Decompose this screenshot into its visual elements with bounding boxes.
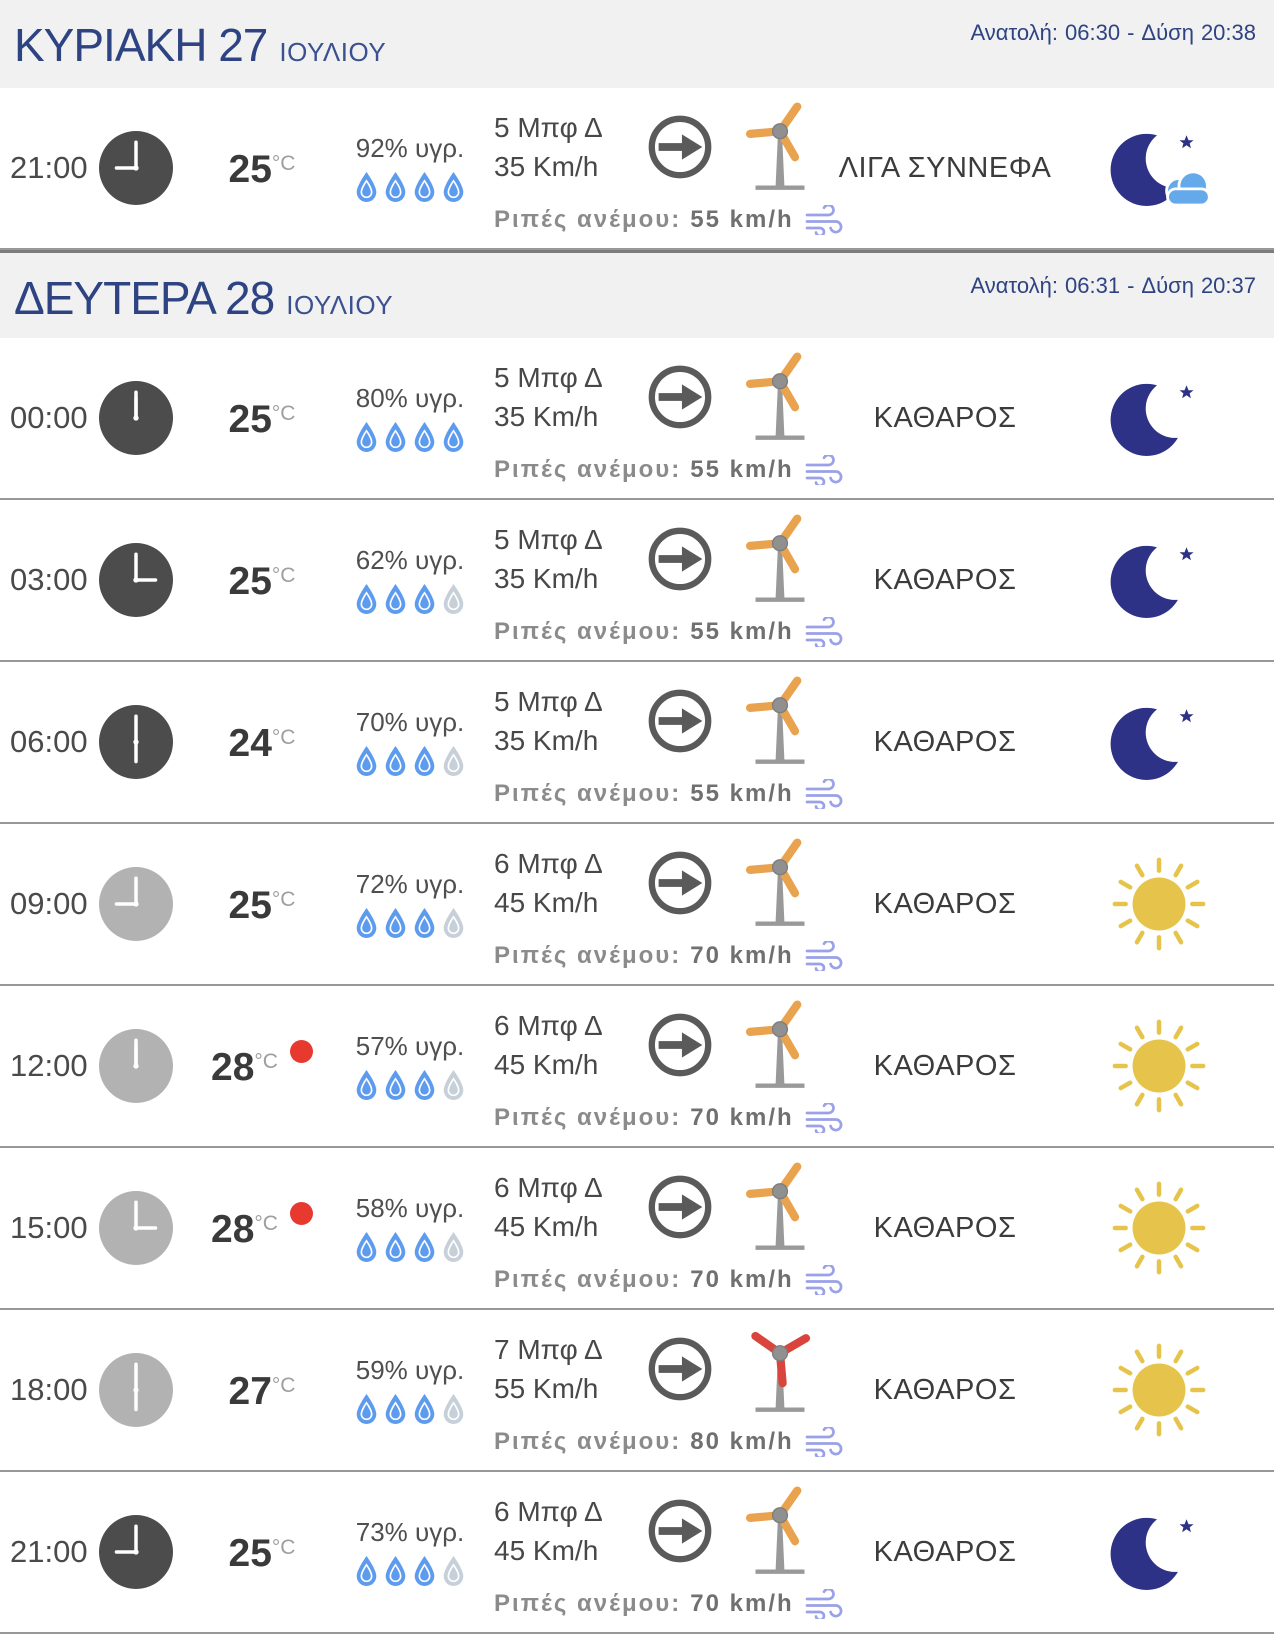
wind-beaufort: 7 Μπφ Δ bbox=[494, 1334, 603, 1365]
gust-value: 70 km/h bbox=[690, 1104, 794, 1131]
temperature-unit: °C bbox=[271, 887, 296, 911]
temperature-unit: °C bbox=[271, 725, 296, 749]
gust-label: Ριπές ανέμου: bbox=[494, 1590, 682, 1617]
time-label: 00:00 bbox=[10, 400, 88, 435]
temperature-unit: °C bbox=[254, 1211, 278, 1235]
wind-beaufort: 5 Μπφ Δ bbox=[494, 362, 603, 393]
hour-row bbox=[0, 338, 1274, 500]
temperature-unit: °C bbox=[271, 401, 296, 425]
wind-text bbox=[494, 1168, 630, 1246]
breeze-icon bbox=[804, 1265, 846, 1295]
gust-value: 55 km/h bbox=[690, 618, 794, 645]
humidity-value: 62% υγρ. bbox=[355, 544, 465, 575]
humidity-value: 70% υγρ. bbox=[355, 706, 465, 737]
weather-condition: ΚΑΘΑΡΟΣ bbox=[873, 725, 1017, 758]
humidity-drops-icon bbox=[340, 583, 480, 616]
wind-block bbox=[480, 338, 820, 498]
breeze-icon bbox=[804, 941, 846, 971]
humidity-value: 80% υγρ. bbox=[355, 382, 465, 413]
sun-icon bbox=[1070, 1177, 1274, 1279]
temperature bbox=[184, 560, 340, 601]
temperature-value: 25 bbox=[228, 1531, 272, 1575]
humidity bbox=[340, 383, 480, 454]
time-label: 21:00 bbox=[10, 150, 88, 185]
wind-text bbox=[494, 520, 630, 598]
temperature bbox=[184, 148, 340, 189]
moon-icon bbox=[1070, 1502, 1274, 1602]
breeze-icon bbox=[804, 205, 846, 235]
breeze-icon bbox=[804, 1103, 846, 1133]
humidity-drops-icon bbox=[340, 1069, 480, 1102]
sunrise-label: Ανατολή: bbox=[970, 273, 1058, 298]
wind-beaufort: 5 Μπφ Δ bbox=[494, 686, 603, 717]
hour-row bbox=[0, 1148, 1274, 1310]
time-label: 03:00 bbox=[10, 562, 88, 597]
time-label: 21:00 bbox=[10, 1534, 88, 1569]
wind-turbine-icon bbox=[730, 101, 830, 193]
temperature-value: 27 bbox=[228, 1369, 272, 1413]
gust-value: 70 km/h bbox=[690, 1266, 794, 1293]
day-section bbox=[0, 0, 1274, 250]
temperature-unit: °C bbox=[254, 1049, 278, 1073]
day-month: ΙΟΥΛΙΟΥ bbox=[286, 290, 394, 320]
gust-label: Ριπές ανέμου: bbox=[494, 206, 682, 233]
gust-value: 70 km/h bbox=[690, 942, 794, 969]
humidity-value: 58% υγρ. bbox=[355, 1192, 465, 1223]
wind-speed: 45 Km/h bbox=[494, 887, 599, 918]
hour-row bbox=[0, 662, 1274, 824]
weather-condition: ΛΙΓΑ ΣΥΝΝΕΦΑ bbox=[838, 151, 1052, 184]
temperature-unit: °C bbox=[271, 1535, 296, 1559]
day-name: ΔΕΥΤΕΡΑ 28 bbox=[14, 272, 275, 324]
wind-speed: 35 Km/h bbox=[494, 563, 599, 594]
weather-condition: ΚΑΘΑΡΟΣ bbox=[873, 887, 1017, 920]
wind-speed: 55 Km/h bbox=[494, 1373, 599, 1404]
humidity bbox=[340, 707, 480, 778]
breeze-icon bbox=[804, 455, 846, 485]
wind-text bbox=[494, 108, 630, 186]
temperature-value: 25 bbox=[228, 883, 272, 927]
gust-label: Ριπές ανέμου: bbox=[494, 780, 682, 807]
weather-condition: ΚΑΘΑΡΟΣ bbox=[873, 1049, 1017, 1082]
wind-top bbox=[494, 1161, 820, 1253]
wind-gusts bbox=[494, 1265, 820, 1295]
wind-top bbox=[494, 1323, 820, 1415]
sun-separator: - bbox=[1127, 20, 1135, 45]
wind-text bbox=[494, 844, 630, 922]
sunrise-sunset bbox=[970, 273, 1256, 299]
gust-label: Ριπές ανέμου: bbox=[494, 942, 682, 969]
humidity bbox=[340, 1517, 480, 1588]
clock-icon bbox=[88, 1515, 184, 1589]
wind-text bbox=[494, 682, 630, 760]
sunrise-time: 06:31 bbox=[1065, 273, 1121, 298]
temperature bbox=[184, 884, 340, 925]
humidity bbox=[340, 1193, 480, 1264]
hour-row bbox=[0, 1310, 1274, 1472]
clock-icon bbox=[88, 867, 184, 941]
heat-dot-icon bbox=[290, 1040, 313, 1063]
wind-top bbox=[494, 513, 820, 605]
wind-top bbox=[494, 675, 820, 767]
time-label: 12:00 bbox=[10, 1048, 88, 1083]
wind-turbine-icon bbox=[730, 999, 830, 1091]
weather-condition: ΚΑΘΑΡΟΣ bbox=[873, 1211, 1017, 1244]
wind-beaufort: 6 Μπφ Δ bbox=[494, 1496, 603, 1527]
wind-gusts bbox=[494, 779, 820, 809]
moon-icon bbox=[1070, 368, 1274, 468]
wind-gusts bbox=[494, 1427, 820, 1457]
day-header bbox=[0, 250, 1274, 338]
clock-icon bbox=[88, 1029, 184, 1103]
wind-speed: 35 Km/h bbox=[494, 401, 599, 432]
moon-icon bbox=[1070, 530, 1274, 630]
wind-gusts bbox=[494, 941, 820, 971]
humidity bbox=[340, 869, 480, 940]
day-section bbox=[0, 250, 1274, 1634]
weather-condition: ΚΑΘΑΡΟΣ bbox=[873, 1535, 1017, 1568]
temperature-value: 25 bbox=[228, 559, 272, 603]
breeze-icon bbox=[804, 1427, 846, 1457]
wind-turbine-icon bbox=[730, 675, 830, 767]
humidity-value: 73% υγρ. bbox=[355, 1516, 465, 1547]
humidity-drops-icon bbox=[340, 421, 480, 454]
day-header bbox=[0, 0, 1274, 88]
humidity-drops-icon bbox=[340, 171, 480, 204]
wind-direction-icon bbox=[630, 1334, 730, 1404]
gust-label: Ριπές ανέμου: bbox=[494, 1428, 682, 1455]
time-label: 09:00 bbox=[10, 886, 88, 921]
gust-label: Ριπές ανέμου: bbox=[494, 1104, 682, 1131]
wind-speed: 45 Km/h bbox=[494, 1049, 599, 1080]
day-name: ΚΥΡΙΑΚΗ 27 bbox=[14, 19, 268, 71]
wind-speed: 45 Km/h bbox=[494, 1535, 599, 1566]
temperature bbox=[184, 1208, 340, 1249]
wind-turbine-icon bbox=[730, 1323, 830, 1415]
wind-text bbox=[494, 1492, 630, 1570]
clock-icon bbox=[88, 381, 184, 455]
temperature bbox=[184, 1046, 340, 1087]
wind-direction-icon bbox=[630, 1010, 730, 1080]
temperature-value: 28 bbox=[211, 1045, 255, 1089]
wind-top bbox=[494, 1485, 820, 1577]
hour-rows bbox=[0, 338, 1274, 1634]
gust-value: 55 km/h bbox=[690, 456, 794, 483]
sunrise-sunset bbox=[970, 20, 1256, 46]
wind-turbine-icon bbox=[730, 513, 830, 605]
sunset-time: 20:38 bbox=[1200, 20, 1256, 45]
wind-block bbox=[480, 1472, 820, 1632]
humidity bbox=[340, 545, 480, 616]
wind-turbine-icon bbox=[730, 837, 830, 929]
wind-gusts bbox=[494, 1103, 820, 1133]
wind-text bbox=[494, 358, 630, 436]
wind-beaufort: 5 Μπφ Δ bbox=[494, 524, 603, 555]
moon-icon bbox=[1070, 692, 1274, 792]
temperature-value: 25 bbox=[228, 397, 272, 441]
wind-beaufort: 6 Μπφ Δ bbox=[494, 848, 603, 879]
humidity-drops-icon bbox=[340, 1231, 480, 1264]
breeze-icon bbox=[804, 617, 846, 647]
clock-icon bbox=[88, 543, 184, 617]
hour-row bbox=[0, 1472, 1274, 1634]
heat-dot-icon bbox=[290, 1202, 313, 1225]
gust-value: 55 km/h bbox=[690, 206, 794, 233]
clock-icon bbox=[88, 705, 184, 779]
time-label: 06:00 bbox=[10, 724, 88, 759]
hour-row bbox=[0, 986, 1274, 1148]
day-month: ΙΟΥΛΙΟΥ bbox=[279, 37, 387, 67]
temperature-value: 25 bbox=[228, 147, 272, 191]
wind-block bbox=[480, 1148, 820, 1308]
humidity bbox=[340, 1355, 480, 1426]
wind-speed: 35 Km/h bbox=[494, 725, 599, 756]
humidity-drops-icon bbox=[340, 745, 480, 778]
sun-icon bbox=[1070, 1015, 1274, 1117]
temperature bbox=[184, 398, 340, 439]
breeze-icon bbox=[804, 779, 846, 809]
sun-separator: - bbox=[1127, 273, 1135, 298]
sunset-label: Δύση bbox=[1141, 273, 1194, 298]
wind-turbine-icon bbox=[730, 351, 830, 443]
humidity-value: 57% υγρ. bbox=[355, 1030, 465, 1061]
humidity-drops-icon bbox=[340, 907, 480, 940]
wind-gusts bbox=[494, 455, 820, 485]
wind-direction-icon bbox=[630, 686, 730, 756]
wind-beaufort: 5 Μπφ Δ bbox=[494, 112, 603, 143]
day-title bbox=[14, 18, 386, 72]
wind-top bbox=[494, 837, 820, 929]
weather-condition: ΚΑΘΑΡΟΣ bbox=[873, 1373, 1017, 1406]
sunrise-label: Ανατολή: bbox=[970, 20, 1058, 45]
wind-beaufort: 6 Μπφ Δ bbox=[494, 1172, 603, 1203]
sun-icon bbox=[1070, 1339, 1274, 1441]
gust-label: Ριπές ανέμου: bbox=[494, 1266, 682, 1293]
wind-top bbox=[494, 101, 820, 193]
humidity-value: 92% υγρ. bbox=[355, 132, 465, 163]
gust-value: 80 km/h bbox=[690, 1428, 794, 1455]
temperature-value: 24 bbox=[228, 721, 272, 765]
wind-direction-icon bbox=[630, 1172, 730, 1242]
temperature bbox=[184, 1370, 340, 1411]
temperature-unit: °C bbox=[271, 563, 296, 587]
temperature-unit: °C bbox=[271, 1373, 296, 1397]
hour-rows bbox=[0, 88, 1274, 250]
wind-turbine-icon bbox=[730, 1485, 830, 1577]
humidity-drops-icon bbox=[340, 1555, 480, 1588]
breeze-icon bbox=[804, 1589, 846, 1619]
wind-direction-icon bbox=[630, 362, 730, 432]
gust-label: Ριπές ανέμου: bbox=[494, 618, 682, 645]
hour-row bbox=[0, 88, 1274, 250]
humidity-drops-icon bbox=[340, 1393, 480, 1426]
temperature bbox=[184, 1532, 340, 1573]
wind-gusts bbox=[494, 205, 820, 235]
temperature-unit: °C bbox=[271, 151, 296, 175]
wind-direction-icon bbox=[630, 524, 730, 594]
gust-value: 70 km/h bbox=[690, 1590, 794, 1617]
clock-icon bbox=[88, 1353, 184, 1427]
day-title bbox=[14, 271, 393, 325]
wind-direction-icon bbox=[630, 112, 730, 182]
wind-gusts bbox=[494, 617, 820, 647]
wind-text bbox=[494, 1006, 630, 1084]
humidity-value: 72% υγρ. bbox=[355, 868, 465, 899]
temperature-value: 28 bbox=[211, 1207, 255, 1251]
hour-row bbox=[0, 500, 1274, 662]
wind-block bbox=[480, 88, 820, 248]
sunset-time: 20:37 bbox=[1200, 273, 1256, 298]
wind-block bbox=[480, 1310, 820, 1470]
wind-top bbox=[494, 351, 820, 443]
wind-text bbox=[494, 1330, 630, 1408]
wind-top bbox=[494, 999, 820, 1091]
hour-row bbox=[0, 824, 1274, 986]
humidity-value: 59% υγρ. bbox=[355, 1354, 465, 1385]
wind-block bbox=[480, 662, 820, 822]
clock-icon bbox=[88, 131, 184, 205]
sun-icon bbox=[1070, 853, 1274, 955]
wind-turbine-icon bbox=[730, 1161, 830, 1253]
wind-speed: 35 Km/h bbox=[494, 151, 599, 182]
sunset-label: Δύση bbox=[1141, 20, 1194, 45]
wind-block bbox=[480, 500, 820, 660]
wind-gusts bbox=[494, 1589, 820, 1619]
wind-beaufort: 6 Μπφ Δ bbox=[494, 1010, 603, 1041]
wind-direction-icon bbox=[630, 848, 730, 918]
humidity bbox=[340, 1031, 480, 1102]
gust-value: 55 km/h bbox=[690, 780, 794, 807]
gust-label: Ριπές ανέμου: bbox=[494, 456, 682, 483]
clock-icon bbox=[88, 1191, 184, 1265]
weather-condition: ΚΑΘΑΡΟΣ bbox=[873, 563, 1017, 596]
time-label: 15:00 bbox=[10, 1210, 88, 1245]
wind-speed: 45 Km/h bbox=[494, 1211, 599, 1242]
weather-condition: ΚΑΘΑΡΟΣ bbox=[873, 401, 1017, 434]
humidity bbox=[340, 133, 480, 204]
wind-direction-icon bbox=[630, 1496, 730, 1566]
sunrise-time: 06:30 bbox=[1065, 20, 1121, 45]
wind-block bbox=[480, 824, 820, 984]
time-label: 18:00 bbox=[10, 1372, 88, 1407]
temperature bbox=[184, 722, 340, 763]
wind-block bbox=[480, 986, 820, 1146]
moon-cloud-icon bbox=[1070, 118, 1274, 218]
